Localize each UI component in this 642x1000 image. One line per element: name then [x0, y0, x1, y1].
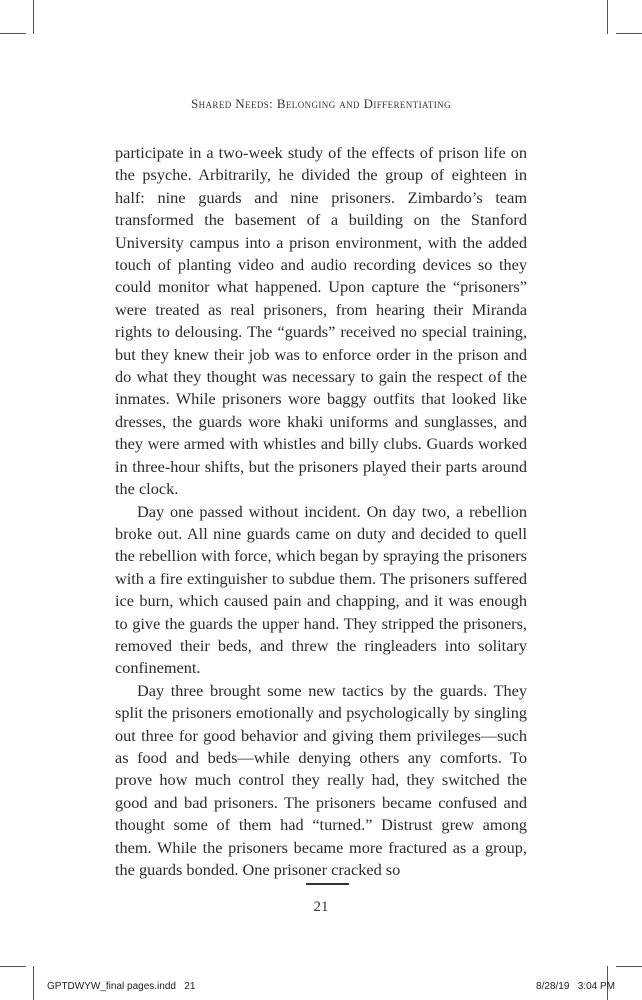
crop-mark-right-top	[616, 33, 642, 34]
slug-timestamp: 8/28/19 3:04 PM	[536, 981, 615, 992]
crop-mark-top-left	[33, 0, 34, 34]
running-head: Shared Needs: Belonging and Differentiating	[191, 96, 451, 111]
paragraph: Day one passed without incident. On day two, a rebellion broke out. All nine guards came on duty and decided to quell the rebellion with force, which began by spraying the prisoners with a fire extinguisher to subdue them. The prisoners suffered ice burn, which caused pain and chapping, and it was enough to give the guards the upper hand. They stripped the prisoners, removed their beds, and threw the ringleaders into solitary confinement.	[115, 501, 527, 678]
crop-mark-left-bottom	[0, 966, 26, 967]
body-text	[115, 142, 527, 881]
page-number: 21	[313, 899, 329, 915]
crop-mark-right-bottom	[616, 966, 642, 967]
crop-mark-top-right	[607, 0, 608, 34]
crop-mark-left-top	[0, 33, 26, 34]
folio-rule	[306, 883, 349, 885]
slug-file-info: GPTDWYW_final pages.indd 21	[47, 981, 196, 992]
paragraph: Day three brought some new tactics by the guards. They split the prisoners emotionally and psychologically by singling out three for good behavior and giving them privileges—such as food and beds—while denying others any comforts. To prove how much control they really had, they switched the good and bad prisoners. The prisoners became confused and thought some of them had “turned.” Distrust grew among them. While the prisoners became more fractured as a group, the guards bonded. One prisoner cracked so	[115, 680, 527, 879]
paragraph: participate in a two-week study of the effects of prison life on the psyche. Arbitrarily, he divided the group of eighteen in half: nine guards and nine prisoners. Zimbardo’s team transformed the basement of a building on the Stanford University campus into a prison environment, with the added touch of planting video and audio recording devices so they could monitor what happened. Upon capture the “prisoners” were treated as real prisoners, from hearing their Miranda rights to delousing. The “guards” received no special training, but they knew their job was to enforce order in the prison and do what they thought was necessary to gain the respect of the inmates. While prisoners wore baggy outfits that looked like dresses, the guards wore khaki uniforms and sunglasses, and they were armed with whistles and billy clubs. Guards worked in three-hour shifts, but the prisoners played their parts around the clock.	[115, 143, 527, 499]
crop-mark-bottom-left	[33, 966, 34, 1000]
